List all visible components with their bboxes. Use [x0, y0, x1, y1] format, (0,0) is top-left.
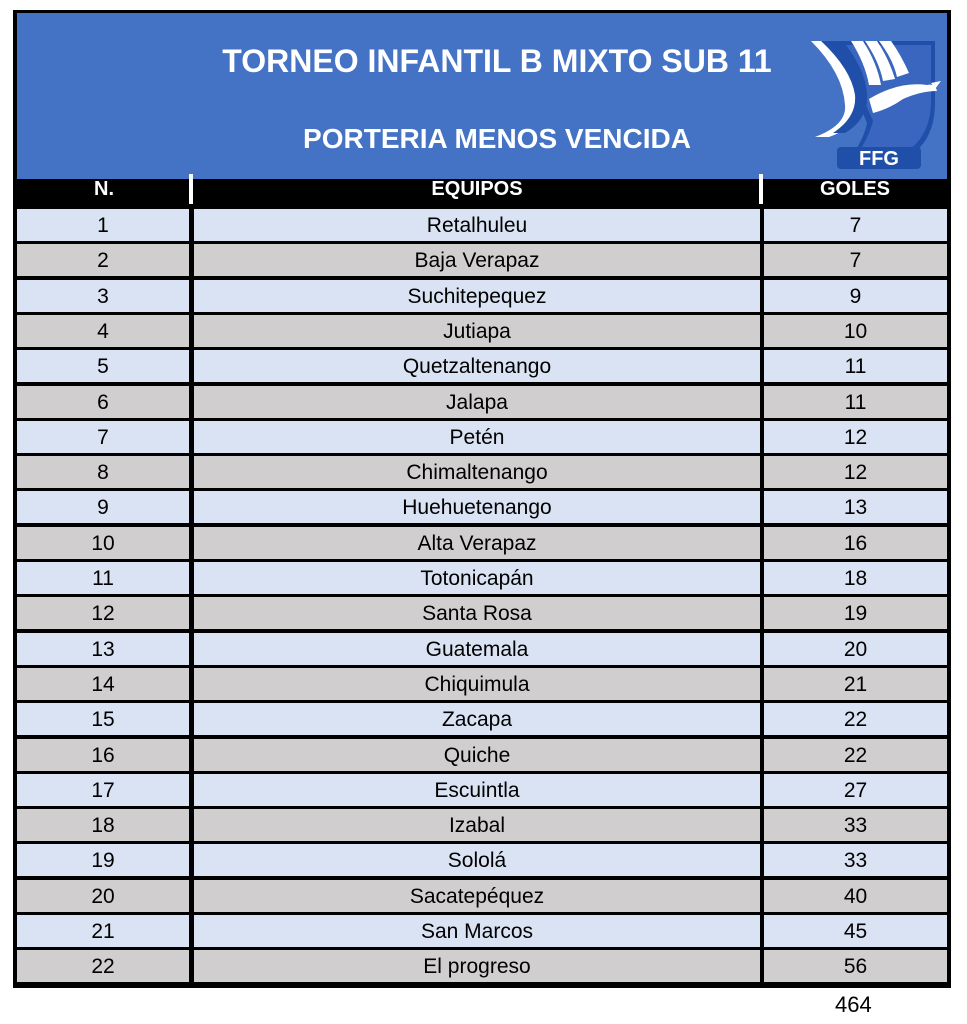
- goals-cell: 33: [764, 809, 947, 841]
- rank-cell: 10: [17, 527, 189, 559]
- goals-cell: 12: [764, 456, 947, 488]
- table-row: [17, 668, 947, 700]
- goals-cell: 10: [764, 315, 947, 347]
- goals-cell: 56: [764, 950, 947, 982]
- header-banner: [17, 13, 947, 179]
- team-cell: Sacatepéquez: [194, 880, 760, 912]
- goals-cell: 22: [764, 703, 947, 735]
- table-row: [17, 280, 947, 312]
- goals-cell: 13: [764, 491, 947, 523]
- team-cell: Chimaltenango: [194, 456, 760, 488]
- team-cell: Sololá: [194, 844, 760, 876]
- page-title: TORNEO INFANTIL B MIXTO SUB 11: [222, 43, 772, 79]
- rank-cell: 22: [17, 950, 189, 982]
- rank-cell: 17: [17, 774, 189, 806]
- rank-cell: 15: [17, 703, 189, 735]
- rank-cell: 6: [17, 386, 189, 418]
- table-row: [17, 915, 947, 947]
- table-row: [17, 633, 947, 665]
- column-header-teams: EQUIPOS: [431, 178, 523, 200]
- rank-cell: 12: [17, 597, 189, 629]
- team-cell: Zacapa: [194, 703, 760, 735]
- team-cell: Izabal: [194, 809, 760, 841]
- rank-cell: 7: [17, 421, 189, 453]
- rank-cell: 19: [17, 844, 189, 876]
- goals-cell: 19: [764, 597, 947, 629]
- team-cell: Totonicapán: [194, 562, 760, 594]
- goals-cell: 33: [764, 844, 947, 876]
- team-cell: Retalhuleu: [194, 209, 760, 241]
- goals-cell: 21: [764, 668, 947, 700]
- goals-cell: 7: [764, 209, 947, 241]
- team-cell: Suchitepequez: [194, 280, 760, 312]
- column-header-goals: GOLES: [819, 178, 890, 200]
- rank-cell: 14: [17, 668, 189, 700]
- goals-cell: 9: [764, 280, 947, 312]
- goals-cell: 18: [764, 562, 947, 594]
- page-subtitle: PORTERIA MENOS VENCIDA: [303, 123, 691, 154]
- team-cell: Quiche: [194, 739, 760, 771]
- goals-cell: 11: [764, 386, 947, 418]
- rank-cell: 20: [17, 880, 189, 912]
- rank-cell: 21: [17, 915, 189, 947]
- rank-cell: 5: [17, 350, 189, 382]
- goals-cell: 12: [764, 421, 947, 453]
- rank-cell: 2: [17, 244, 189, 276]
- table-row: [17, 527, 947, 559]
- team-cell: Jalapa: [194, 386, 760, 418]
- table-row: [17, 421, 947, 453]
- rank-cell: 8: [17, 456, 189, 488]
- table-row: [17, 844, 947, 876]
- table-row: [17, 209, 947, 241]
- table-row: [17, 244, 947, 276]
- table-row: [17, 703, 947, 735]
- table-row: [17, 597, 947, 629]
- team-cell: San Marcos: [194, 915, 760, 947]
- goals-cell: 22: [764, 739, 947, 771]
- table-row: [17, 809, 947, 841]
- table-row: [17, 491, 947, 523]
- team-cell: Quetzaltenango: [194, 350, 760, 382]
- table-row: [17, 562, 947, 594]
- table-row: [17, 315, 947, 347]
- rank-cell: 3: [17, 280, 189, 312]
- team-cell: Petén: [194, 421, 760, 453]
- team-cell: Huehuetenango: [194, 491, 760, 523]
- team-cell: Guatemala: [194, 633, 760, 665]
- table-row: [17, 350, 947, 382]
- team-cell: Santa Rosa: [194, 597, 760, 629]
- goals-cell: 45: [764, 915, 947, 947]
- rank-cell: 13: [17, 633, 189, 665]
- table-row: [17, 880, 947, 912]
- rank-cell: 16: [17, 739, 189, 771]
- goals-cell: 11: [764, 350, 947, 382]
- page-number: 464: [835, 992, 872, 1017]
- rank-cell: 4: [17, 315, 189, 347]
- table-row: [17, 456, 947, 488]
- team-cell: Jutiapa: [194, 315, 760, 347]
- team-cell: Baja Verapaz: [194, 244, 760, 276]
- column-header-number: N.: [94, 178, 114, 200]
- table-row: [17, 950, 947, 982]
- goals-cell: 7: [764, 244, 947, 276]
- goals-cell: 16: [764, 527, 947, 559]
- team-cell: Chiquimula: [194, 668, 760, 700]
- table-row: [17, 774, 947, 806]
- goals-cell: 27: [764, 774, 947, 806]
- column-separator: [189, 174, 193, 204]
- rank-cell: 1: [17, 209, 189, 241]
- goals-cell: 40: [764, 880, 947, 912]
- column-separator: [759, 174, 763, 204]
- team-cell: El progreso: [194, 950, 760, 982]
- rank-cell: 9: [17, 491, 189, 523]
- rank-cell: 18: [17, 809, 189, 841]
- team-cell: Escuintla: [194, 774, 760, 806]
- goals-cell: 20: [764, 633, 947, 665]
- rank-cell: 11: [17, 562, 189, 594]
- team-cell: Alta Verapaz: [194, 527, 760, 559]
- ffg-logo-icon: [803, 33, 943, 173]
- logo-text: FFG: [859, 148, 899, 170]
- table-row: [17, 739, 947, 771]
- table-row: [17, 386, 947, 418]
